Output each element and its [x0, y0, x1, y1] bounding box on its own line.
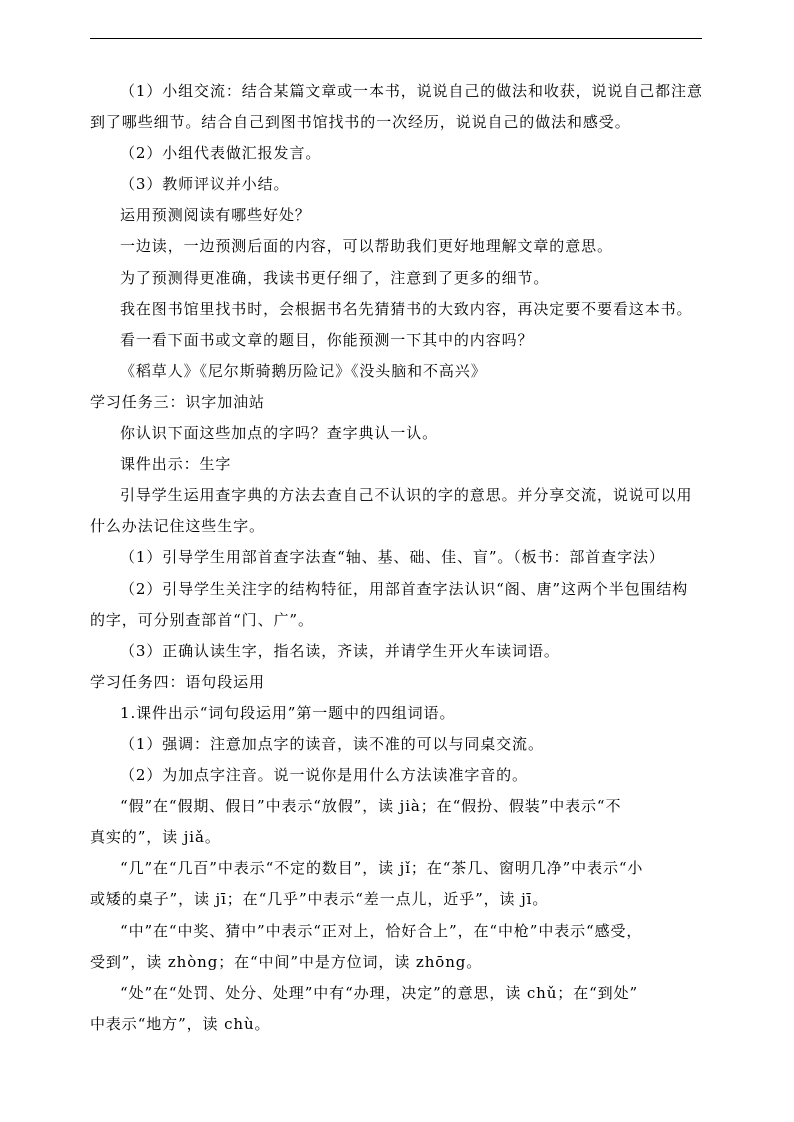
text-line: （3）正确认读生字，指名读，齐读，并请学生开火车读词语。 — [120, 641, 560, 660]
text-line: （2）引导学生关注字的结构特征，用部首查字法认识“阁、唐”这两个半包围结构 — [120, 579, 689, 598]
text-line: （2）为加点字注音。说一说你是用什么方法读准字音的。 — [120, 766, 528, 785]
text-line: 学习任务三：识字加油站 — [90, 392, 265, 411]
text-line: 中表示“地方”，读 chù。 — [90, 1014, 271, 1033]
text-line: “几”在“几百”中表示“不定的数目”，读 jǐ；在“茶几、窗明几净”中表示“小 — [120, 859, 644, 878]
text-line: 我在图书馆里找书时，会根据书名先猜猜书的大致内容，再决定要不要看这本书。 — [120, 299, 693, 318]
text-line: “处”在“处罚、处分、处理”中有“办理，决定”的意思，读 chǔ；在“到处” — [120, 983, 639, 1002]
text-line: （1）强调：注意加点字的读音，读不准的可以与同桌交流。 — [120, 734, 544, 753]
text-line: （3）教师评议并小结。 — [120, 175, 290, 194]
header-rule — [90, 38, 702, 39]
text-line: 运用预测阅读有哪些好处？ — [120, 206, 311, 225]
text-line: 你认识下面这些加点的字吗？查字典认一认。 — [120, 424, 439, 443]
text-line: “中”在“中奖、猜中”中表示“正对上，恰好合上”，在“中枪”中表示“感受， — [120, 921, 643, 940]
text-line: 为了预测得更准确，我读书更仔细了，注意到了更多的细节。 — [120, 268, 550, 287]
text-line: 学习任务四：语句段运用 — [90, 672, 265, 691]
text-line: 《稻草人》《尼尔斯骑鹅历险记》《没头脑和不高兴》 — [120, 361, 487, 380]
text-line: 或矮的桌子”，读 jī；在“几乎”中表示“差一点儿，近乎”，读 jī。 — [90, 890, 549, 909]
text-line: 什么办法记住这些生字。 — [90, 517, 265, 536]
text-line: 引导学生运用查字典的方法去查自己不认识的字的意思。并分享交流，说说可以用 — [120, 486, 693, 505]
text-line: 到了哪些细节。结合自己到图书馆找书的一次经历，说说自己的做法和感受。 — [90, 113, 631, 132]
text-line: （2）小组代表做汇报发言。 — [120, 144, 322, 163]
text-line: 真实的”，读 jiǎ。 — [90, 828, 221, 847]
text-line: 的字，可分别查部首“门、广”。 — [90, 610, 314, 629]
text-line: 看一看下面书或文章的题目，你能预测一下其中的内容吗？ — [120, 330, 534, 349]
text-line: 课件出示：生字 — [120, 455, 232, 474]
text-line: 1.课件出示“词句段运用”第一题中的四组词语。 — [120, 703, 456, 722]
text-line: （1）引导学生用部首查字法查“轴、基、础、佳、盲”。（板书：部首查字法） — [120, 548, 665, 567]
text-line: “假”在“假期、假日”中表示“放假”，读 jià；在“假扮、假装”中表示“不 — [120, 797, 622, 816]
text-line: 受到”，读 zhòng；在“中间”中是方位词，读 zhōng。 — [90, 952, 483, 971]
text-line: 一边读，一边预测后面的内容，可以帮助我们更好地理解文章的意思。 — [120, 237, 613, 256]
text-line: （1）小组交流：结合某篇文章或一本书，说说自己的做法和收获，说说自己都注意 — [120, 82, 703, 100]
document-body — [90, 76, 706, 1040]
